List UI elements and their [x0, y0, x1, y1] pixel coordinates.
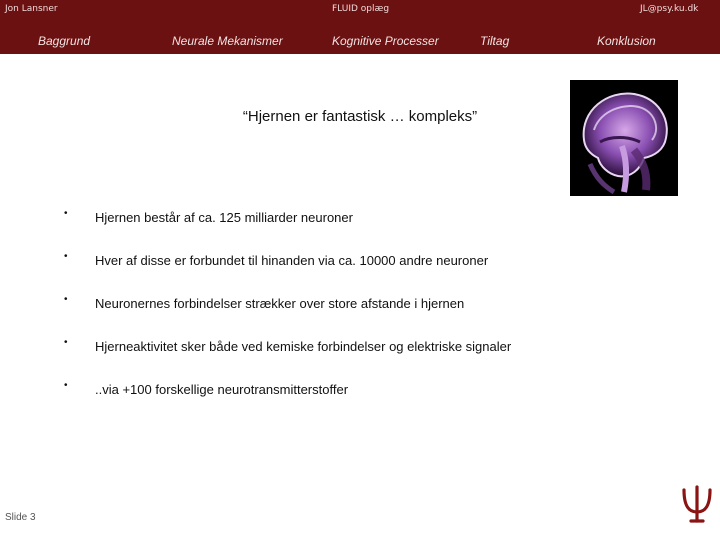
bullet-marker: •: [64, 208, 68, 219]
bullet-marker: •: [64, 251, 68, 262]
nav-item-neurale-mekanismer[interactable]: Neurale Mekanismer: [172, 34, 283, 48]
bullet-marker: •: [64, 294, 68, 305]
bullet-text: ..via +100 forskellige neurotransmitterstoffer: [95, 382, 349, 397]
presentation-title: FLUID oplæg: [332, 4, 390, 14]
slide-number: Slide 3: [5, 512, 36, 523]
nav-item-kognitive-processer[interactable]: Kognitive Processer: [332, 34, 439, 48]
nav-item-tiltag[interactable]: Tiltag: [480, 34, 510, 48]
brain-mri-image: [570, 80, 678, 196]
author-email: JL@psy.ku.dk: [640, 4, 699, 14]
slide-quote: “Hjernen er fantastisk … kompleks”: [242, 108, 478, 125]
bullet-text: Hjernen består af ca. 125 milliarder neuroner: [95, 210, 353, 225]
author-name: Jon Lansner: [5, 4, 58, 14]
psi-logo: [680, 484, 714, 524]
nav-item-baggrund[interactable]: Baggrund: [38, 34, 91, 48]
bullet-text: Hjerneaktivitet sker både ved kemiske forbindelser og elektriske signaler: [95, 339, 512, 354]
bullet-marker: •: [64, 380, 68, 391]
bullet-text: Neuronernes forbindelser strækker over store afstande i hjernen: [95, 296, 465, 311]
bullet-marker: •: [64, 337, 68, 348]
brain-scan-icon: [570, 80, 678, 196]
bullet-text: Hver af disse er forbundet til hinanden via ca. 10000 andre neuroner: [95, 253, 489, 268]
psi-icon: [680, 484, 714, 524]
nav-item-konklusion[interactable]: Konklusion: [597, 34, 656, 48]
